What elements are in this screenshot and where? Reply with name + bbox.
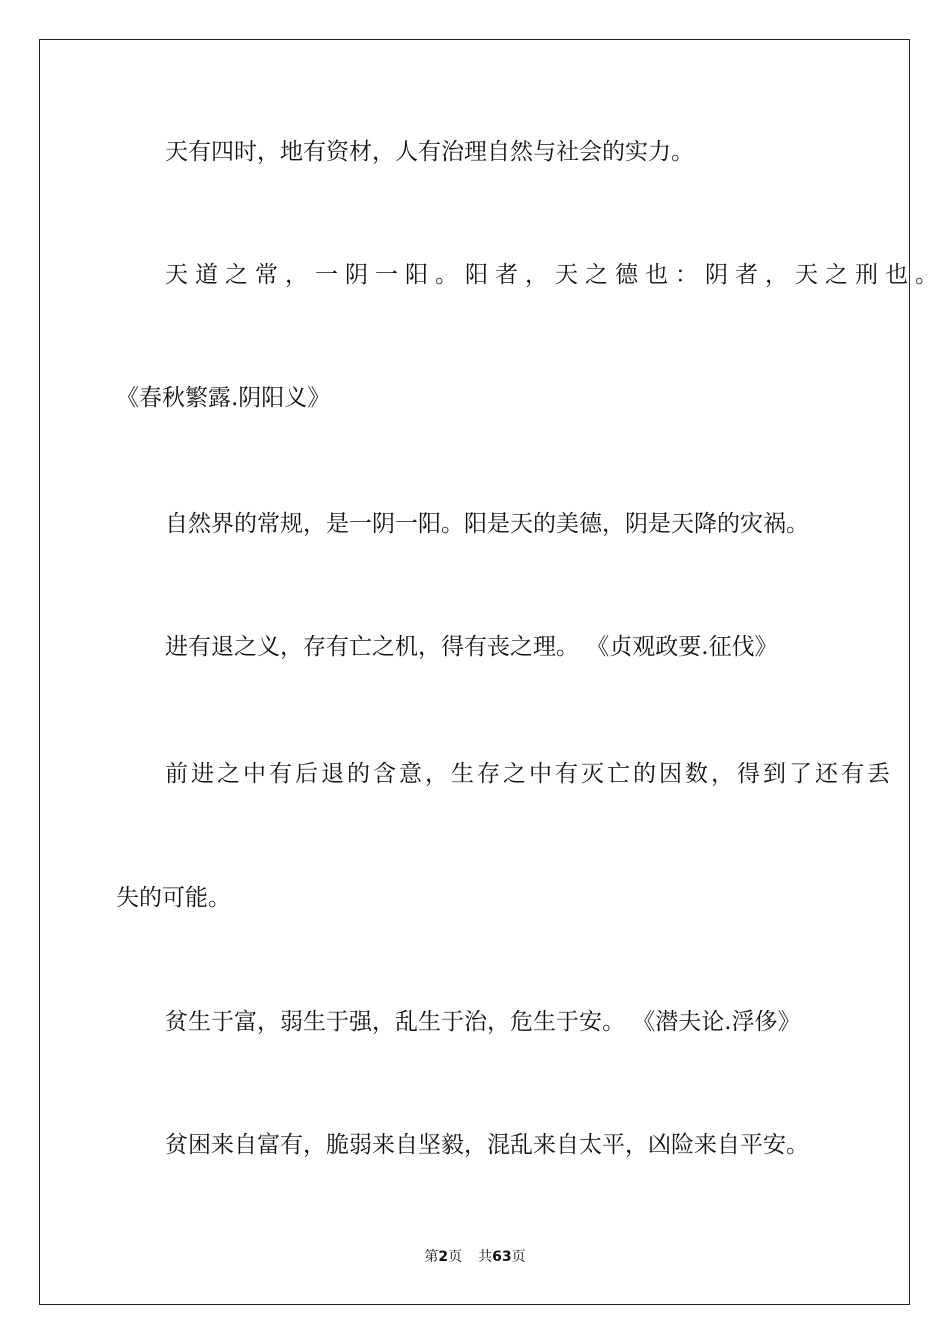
text-line-1: 天有四时，地有资材，人有治理自然与社会的实力。 [165,139,694,165]
page-prefix: 第 [424,1249,439,1265]
page-suffix: 页 [448,1249,463,1265]
total-pages: 63 [492,1249,512,1265]
page-number: 2 [438,1249,449,1265]
total-prefix: 共 [478,1249,493,1265]
page-footer [0,1247,950,1267]
text-line-7: 失的可能。 [116,885,231,911]
text-line-2: 天道之常，一阴一阳。阳者，天之德也：阴者，天之刑也。 [165,262,945,288]
text-line-4: 自然界的常规，是一阴一阳。阳是天的美德，阴是天降的灾祸。 [165,511,809,537]
text-line-6: 前进之中有后退的含意，生存之中有灭亡的因数，得到了还有丢 [165,761,893,787]
text-line-8: 贫生于富，弱生于强，乱生于治，危生于安。 《潜夫论.浮侈》 [165,1009,801,1035]
text-line-3: 《春秋繁露.阴阳义》 [116,385,331,411]
page-border [39,39,910,1305]
text-line-9: 贫困来自富有，脆弱来自坚毅，混乱来自太平，凶险来自平安。 [165,1132,809,1158]
total-suffix: 页 [511,1249,526,1265]
text-line-5: 进有退之义，存有亡之机，得有丧之理。 《贞观政要.征伐》 [165,634,778,660]
